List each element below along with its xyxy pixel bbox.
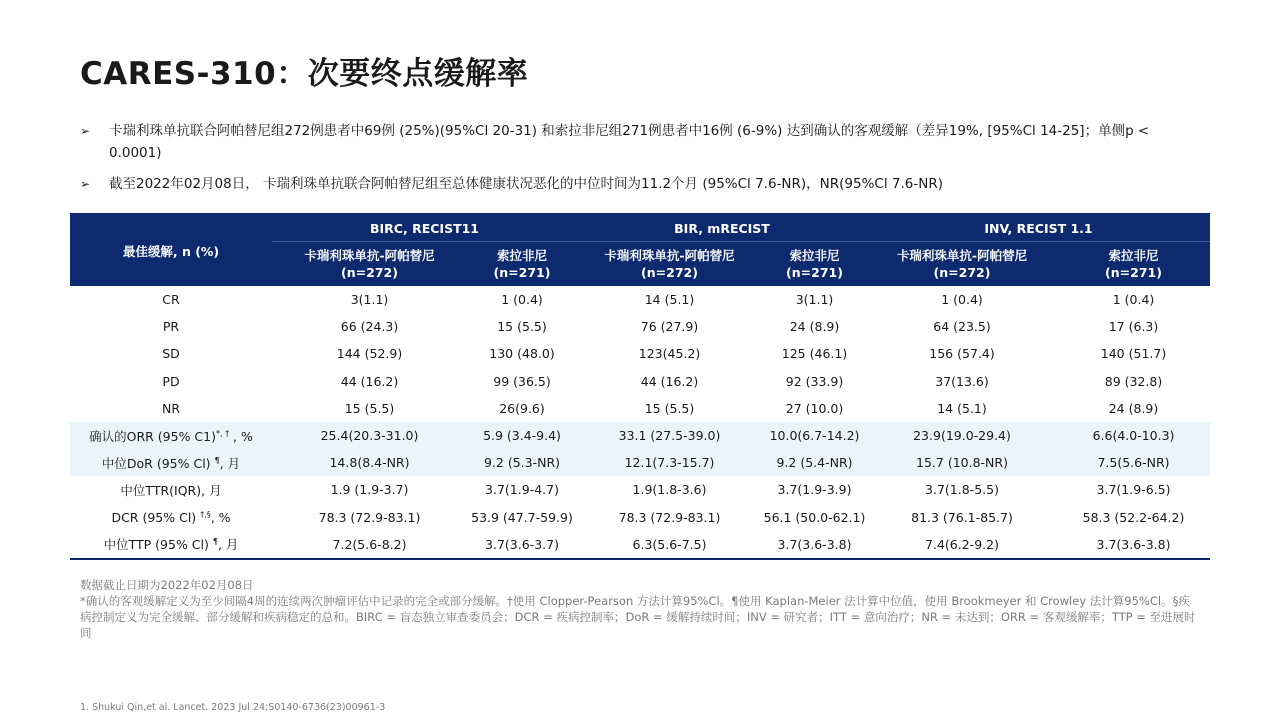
table-cell: 12.1(7.3-15.7) — [577, 449, 762, 476]
footnote-marker: ¶ — [214, 455, 220, 465]
table-row — [70, 531, 1210, 559]
arm-n: (n=271) — [786, 265, 843, 280]
table-cell: 78.3 (72.9-83.1) — [618, 509, 721, 525]
table-row — [70, 476, 1210, 503]
table-cell: 64 (23.5) — [933, 319, 991, 335]
table-cell: 24 (8.9) — [1108, 400, 1159, 416]
bullet-text: 卡瑞利珠单抗联合阿帕替尼组272例患者中69例 (25%)(95%Cl 20-31) 和索拉非尼组271例患者中16例 (6-9%) 达到确认的客观缓解（差异19%, [95%Cl 14-25]；单侧p < 0.0001) — [109, 123, 1150, 161]
arm-header-camrelizumab — [272, 242, 467, 287]
arm-name: 索拉非尼 — [496, 248, 547, 263]
table-cell: 125 (46.1) — [781, 346, 848, 362]
table-cell: 14 (5.1) — [644, 292, 695, 308]
table-cell: 3.7(3.6-3.7) — [467, 531, 577, 559]
row-label-suffix: , 月 — [217, 537, 239, 553]
row-label-text: 中位DoR (95% Cl) — [101, 455, 215, 471]
group-header-birc: BIRC, RECIST11 — [272, 214, 577, 242]
row-label: PD — [162, 373, 180, 389]
table-cell: 3.7(1.9-6.5) — [1096, 482, 1171, 498]
arm-header-sorafenib — [1057, 242, 1210, 287]
footnote-marker: ¶ — [212, 537, 218, 547]
table-cell: 76 (27.9) — [640, 319, 699, 335]
footnote-line: 数据截止日期为2022年02月08日 — [80, 578, 254, 592]
table-cell: 9.2 (5.3-NR) — [467, 449, 577, 476]
table-cell: 3(1.1) — [795, 292, 834, 308]
table-cell: 17 (6.3) — [1108, 319, 1159, 335]
table-cell: 14.8(8.4-NR) — [272, 449, 467, 476]
table-cell: 37(13.6) — [935, 373, 989, 389]
arm-name: 卡瑞利珠单抗-阿帕替尼 — [604, 248, 735, 263]
group-header-inv: INV, RECIST 1.1 — [867, 214, 1210, 242]
arm-name: 索拉非尼 — [789, 248, 840, 263]
bullet-item — [80, 120, 1190, 164]
table-cell: 10.0(6.7-14.2) — [762, 422, 867, 449]
table-cell: 44 (16.2) — [640, 373, 699, 389]
arm-n: (n=271) — [1105, 265, 1162, 280]
table-cell: 5.9 (3.4-9.4) — [467, 422, 577, 449]
arm-name: 卡瑞利珠单抗-阿帕替尼 — [896, 248, 1028, 263]
bullet-item — [80, 173, 1190, 195]
table-group-header — [70, 214, 1210, 242]
table-cell: 3.7(1.8-5.5) — [925, 482, 999, 498]
table-cell: 78.3 (72.9-83.1) — [318, 509, 421, 525]
table-cell: 53.9 (47.7-59.9) — [471, 509, 573, 525]
group-header-bir: BIR, mRECIST — [577, 214, 867, 242]
table-cell: 15.7 (10.8-NR) — [867, 449, 1057, 476]
table-cell: 7.2(5.6-8.2) — [272, 531, 467, 559]
table-cell: 144 (52.9) — [336, 346, 403, 362]
arm-name: 索拉非尼 — [1108, 248, 1159, 263]
arm-name: 卡瑞利珠单抗-阿帕替尼 — [304, 248, 435, 263]
table-cell: 92 (33.9) — [785, 373, 844, 389]
page-title: CARES-310：次要终点缓解率 — [80, 56, 529, 92]
reference-citation: 1. Shukui Qin,et al. Lancet. 2023 Jul 24;S0140-6736(23)00961-3 — [80, 702, 386, 713]
table-cell: 130 (48.0) — [489, 346, 555, 362]
row-label — [70, 504, 272, 531]
table-row — [70, 395, 1210, 422]
table-row — [70, 313, 1210, 340]
table-cell: 6.6(4.0-10.3) — [1057, 422, 1210, 449]
table-cell: 89 (32.8) — [1104, 373, 1163, 389]
row-label-suffix: , % — [229, 428, 253, 444]
table-cell: 15 (5.5) — [644, 400, 695, 416]
row-label — [70, 422, 272, 449]
table-cell: 6.3(5.6-7.5) — [577, 531, 762, 559]
table-cell: 81.3 (76.1-85.7) — [911, 509, 1013, 525]
row-label — [70, 531, 272, 559]
table-cell: 15 (5.5) — [344, 400, 395, 416]
table-cell: 3.7(1.9-3.9) — [777, 482, 852, 498]
table-cell: 1 (0.4) — [501, 292, 543, 308]
table-cell: 7.5(5.6-NR) — [1057, 449, 1210, 476]
table-cell: 58.3 (52.2-64.2) — [1082, 509, 1185, 525]
table-cell: 25.4(20.3-31.0) — [272, 422, 467, 449]
row-label: SD — [162, 346, 180, 362]
arm-n: (n=271) — [493, 265, 551, 280]
row-label: CR — [162, 292, 180, 308]
table-cell: 33.1 (27.5-39.0) — [577, 422, 762, 449]
row-label-text: DCR (95% Cl) — [111, 509, 201, 525]
table-cell: 123(45.2) — [638, 346, 701, 362]
arm-header-camrelizumab — [867, 242, 1057, 287]
footnote-line: *确认的客观缓解定义为至少间隔4周的连续两次肿瘤评估中记录的完全或部分缓解。†使用 Clopper-Pearson 方法计算95%Cl。¶使用 Kaplan-Meier 法计算中位值，使用 Brookmeyer 和 Crowley 法计算95%Cl。§疾病控制定义为完全缓解、部分缓解和疾病稳定的总和。BIRC = 盲态独立审查委员会；DCR = 疾病控制率；DoR = 缓解持续时间；INV = 研究者；ITT = 意向治疗；NR = 未达到；ORR = 客观缓解率；TTP = 至进展时间 — [80, 594, 1196, 640]
row-header-cell: 最佳缓解, n (%) — [70, 214, 272, 286]
bullet-text: 截至2022年02月08日， 卡瑞利珠单抗联合阿帕替尼组至总体健康状况恶化的中位时间为11.2个月 (95%Cl 7.6-NR)，NR(95%Cl 7.6-NR) — [109, 176, 943, 192]
arm-header-sorafenib — [762, 242, 867, 287]
table-cell: 24 (8.9) — [789, 319, 840, 335]
row-label: 中位TTR(IQR), 月 — [120, 482, 222, 498]
arm-n: (n=272) — [641, 265, 698, 280]
footnote-marker: *, † — [215, 428, 230, 438]
row-label: PR — [162, 319, 180, 335]
table-cell: 1.9(1.8-3.6) — [632, 482, 707, 498]
table-cell: 26(9.6) — [499, 400, 545, 416]
table-row — [70, 449, 1210, 476]
table-row — [70, 368, 1210, 395]
table-cell: 56.1 (50.0-62.1) — [763, 509, 866, 525]
table-cell: 3.7(3.6-3.8) — [762, 531, 867, 559]
table-cell: 44 (16.2) — [340, 373, 399, 389]
arm-header-sorafenib — [467, 242, 577, 287]
table-cell: 99 (36.5) — [493, 373, 551, 389]
table-cell: 140 (51.7) — [1100, 346, 1167, 362]
table-cell: 27 (10.0) — [785, 400, 844, 416]
summary-bullets — [80, 120, 1190, 204]
arm-n: (n=272) — [933, 265, 991, 280]
table-cell: 7.4(6.2-9.2) — [867, 531, 1057, 559]
arm-header-camrelizumab — [577, 242, 762, 287]
table-row — [70, 340, 1210, 367]
row-label-suffix: , 月 — [219, 455, 241, 471]
table-cell: 23.9(19.0-29.4) — [867, 422, 1057, 449]
row-label-suffix: , % — [210, 509, 231, 525]
table-cell: 3.7(1.9-4.7) — [485, 482, 559, 498]
table-cell: 3.7(3.6-3.8) — [1057, 531, 1210, 559]
table-row — [70, 286, 1210, 313]
row-label: NR — [161, 400, 181, 416]
arrow-bullet-icon: ➢ — [80, 177, 91, 191]
footnote-marker: †,§ — [200, 509, 211, 519]
arm-n: (n=272) — [341, 265, 398, 280]
table-row — [70, 422, 1210, 449]
table-row — [70, 504, 1210, 531]
table-cell: 156 (57.4) — [929, 346, 995, 362]
table-cell: 1.9 (1.9-3.7) — [330, 482, 409, 498]
table-cell: 14 (5.1) — [937, 400, 987, 416]
footnotes — [80, 577, 1200, 641]
table-cell: 15 (5.5) — [497, 319, 547, 335]
table-cell: 1 (0.4) — [941, 292, 983, 308]
table-cell: 1 (0.4) — [1112, 292, 1155, 308]
table-cell: 66 (24.3) — [340, 319, 399, 335]
arrow-bullet-icon: ➢ — [80, 124, 91, 138]
row-label-text: 中位TTP (95% Cl) — [103, 537, 213, 553]
row-label-text: 确认的ORR (95% C1) — [89, 428, 216, 444]
table-cell: 9.2 (5.4-NR) — [762, 449, 867, 476]
table-cell: 3(1.1) — [350, 292, 389, 308]
row-label — [70, 449, 272, 476]
response-table — [70, 213, 1210, 560]
